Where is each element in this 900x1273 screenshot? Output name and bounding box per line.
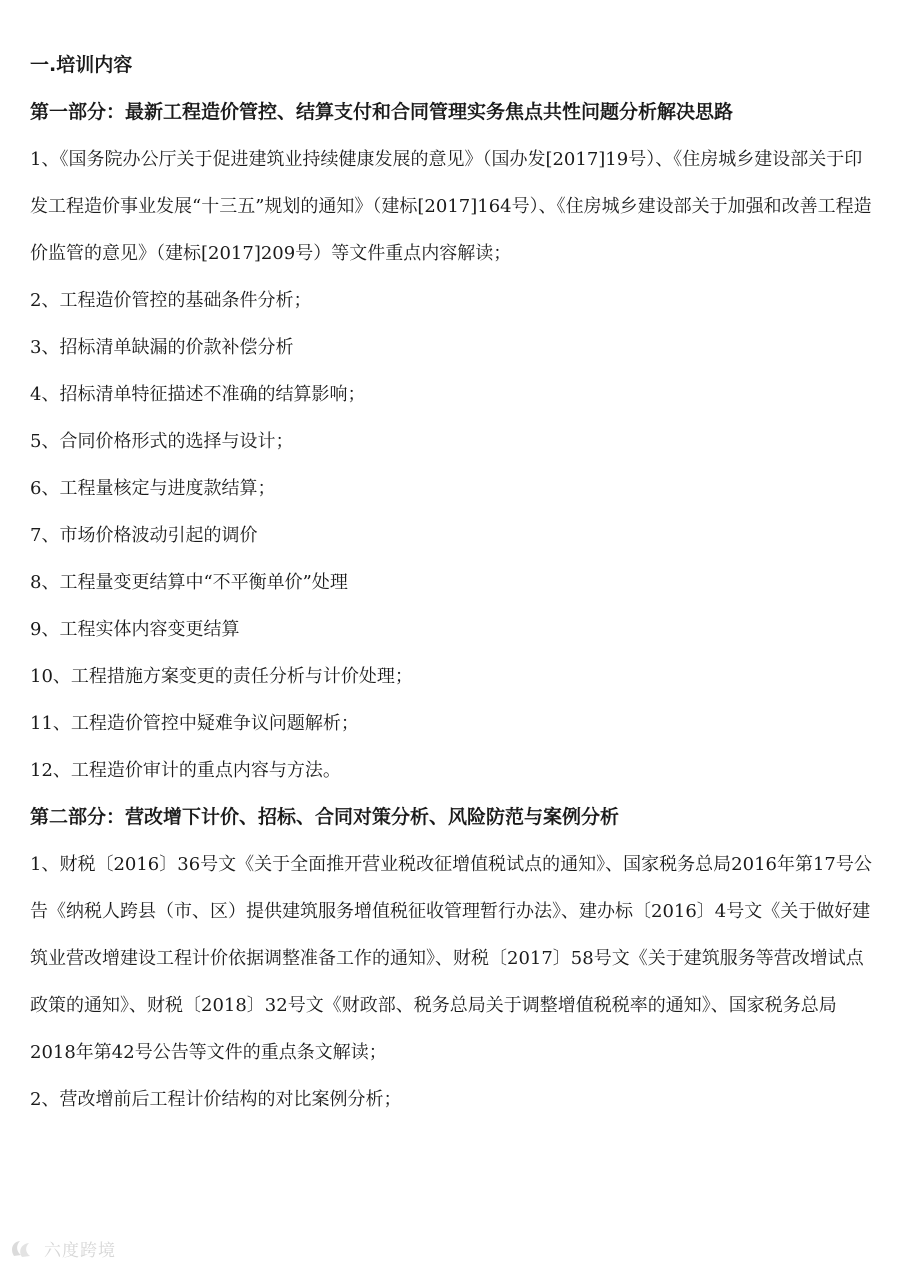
part1-item-1: 1、《国务院办公厅关于促进建筑业持续健康发展的意见》（国办发[2017]19号）、《住房城乡建设部关于印发工程造价事业发展“十三五”规划的通知》（建标[2017]164号）、《住房城乡建设部关于加强和改善工程造价监管的意见》（建标[2017]209号）等文件重点内容解读； [30,149,872,264]
part1-item-9: 9、工程实体内容变更结算 [30,619,240,640]
section-title: 一.培训内容 [30,54,133,76]
part1-title: 第一部分：最新工程造价管控、结算支付和合同管理实务焦点共性问题分析解决思路 [30,101,734,123]
part2-title: 第二部分：营改增下计价、招标、合同对策分析、风险防范与案例分析 [30,806,620,828]
part1-item-2: 2、工程造价管控的基础条件分析； [30,290,312,311]
part1-item-4: 4、招标清单特征描述不准确的结算影响； [30,384,366,405]
part2-item-1: 1、财税〔2016〕36号文《关于全面推开营业税改征增值税试点的通知》、国家税务总局2016年第17号公告《纳税人跨县（市、区）提供建筑服务增值税征收管理暂行办法》、建办标〔2016〕4号文《关于做好建筑业营改增建设工程计价依据调整准备工作的通知》、财税〔2017〕58号文《关于建筑服务等营改增试点政策的通知》、财税〔2018〕32号文《财政部、税务总局关于调整增值税税率的通知》、国家税务总局2018年第42号公告等文件的重点条文解读； [30,854,872,1063]
part1-item-3: 3、招标清单缺漏的价款补偿分析 [30,337,294,358]
part1-item-10: 10、工程措施方案变更的责任分析与计价处理； [30,666,413,687]
part1-item-11: 11、工程造价管控中疑难争议问题解析； [30,713,359,734]
watermark [8,1236,116,1261]
part1-item-5: 5、合同价格形式的选择与设计； [30,431,294,452]
document-body [30,42,872,1123]
watermark-logo-icon [8,1238,38,1260]
part1-item-8: 8、工程量变更结算中“不平衡单价”处理 [30,572,348,593]
part2-item-2: 2、营改增前后工程计价结构的对比案例分析； [30,1089,402,1110]
watermark-text: 六度跨境 [44,1241,116,1261]
part1-item-6: 6、工程量核定与进度款结算； [30,478,276,499]
part1-item-7: 7、市场价格波动引起的调价 [30,525,258,546]
part1-item-12: 12、工程造价审计的重点内容与方法。 [30,760,341,781]
